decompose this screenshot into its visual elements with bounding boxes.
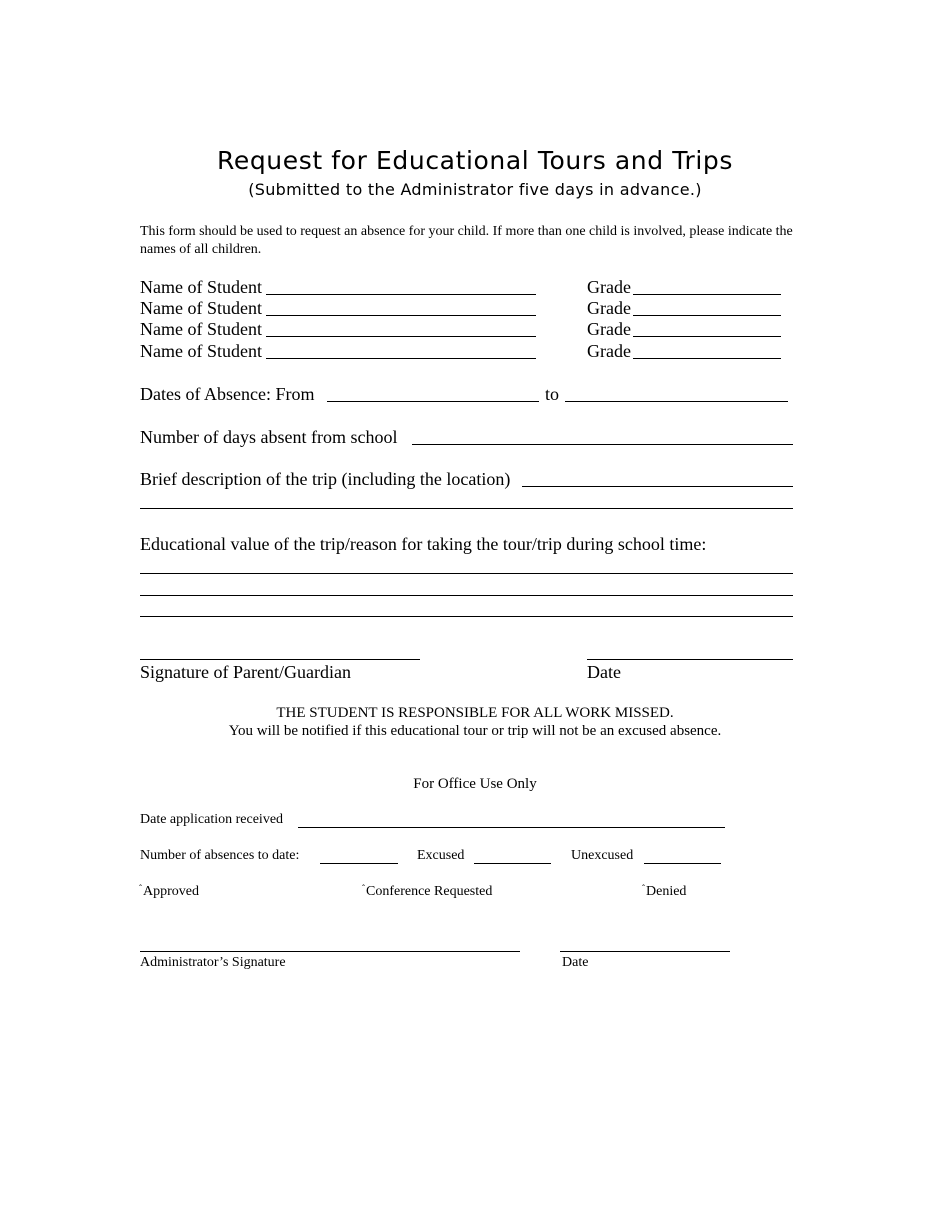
- grade-field[interactable]: [633, 294, 781, 295]
- days-absent-field[interactable]: [412, 444, 793, 445]
- student-name-label: Name of Student: [140, 319, 262, 339]
- work-missed-notice: THE STUDENT IS RESPONSIBLE FOR ALL WORK MISSED.: [276, 705, 674, 721]
- student-name-label: Name of Student: [140, 277, 262, 297]
- excused-field[interactable]: [474, 863, 551, 864]
- date-received-label: Date application received: [140, 812, 284, 827]
- educational-value-field-2[interactable]: [140, 595, 793, 596]
- conference-option[interactable]: [362, 884, 492, 900]
- grade-label: Grade: [587, 277, 631, 297]
- student-name-field[interactable]: [266, 315, 536, 316]
- trip-description-field-2[interactable]: [140, 508, 793, 509]
- form-title: Request for Educational Tours and Trips: [216, 146, 733, 175]
- admin-date-label: Date: [562, 955, 589, 970]
- parent-date-field[interactable]: [587, 659, 793, 660]
- denied-option[interactable]: [642, 884, 686, 900]
- denied-label: Denied: [646, 884, 687, 899]
- checkbox-icon[interactable]: ˆ: [139, 883, 142, 893]
- unexcused-field[interactable]: [644, 863, 721, 864]
- form-subtitle: (Submitted to the Administrator five days in advance.): [248, 180, 702, 199]
- student-name-label: Name of Student: [140, 341, 262, 361]
- grade-label: Grade: [587, 341, 631, 361]
- parent-signature-label: Signature of Parent/Guardian: [140, 662, 351, 682]
- excused-label: Excused: [417, 848, 465, 863]
- intro-text: This form should be used to request an absence for your child. If more than one child is involved, please indicate the names of all children.: [140, 224, 793, 257]
- parent-date-label: Date: [587, 662, 621, 682]
- parent-signature-field[interactable]: [140, 659, 420, 660]
- admin-signature-label: Administrator’s Signature: [140, 955, 286, 970]
- date-from-field[interactable]: [327, 401, 539, 402]
- approved-option[interactable]: [139, 884, 199, 900]
- date-received-field[interactable]: [298, 827, 725, 828]
- absences-to-date-field[interactable]: [320, 863, 398, 864]
- student-name-label: Name of Student: [140, 298, 262, 318]
- grade-field[interactable]: [633, 358, 781, 359]
- office-use-heading: For Office Use Only: [413, 776, 537, 792]
- approved-label: Approved: [143, 884, 199, 899]
- grade-label: Grade: [587, 319, 631, 339]
- educational-value-field-1[interactable]: [140, 573, 793, 574]
- student-name-field[interactable]: [266, 358, 536, 359]
- grade-field[interactable]: [633, 315, 781, 316]
- grade-label: Grade: [587, 298, 631, 318]
- conference-label: Conference Requested: [366, 884, 493, 899]
- student-name-field[interactable]: [266, 294, 536, 295]
- educational-value-field-3[interactable]: [140, 616, 793, 617]
- checkbox-icon[interactable]: ˆ: [642, 883, 645, 893]
- trip-description-label: Brief description of the trip (including the location): [140, 469, 511, 489]
- admin-date-field[interactable]: [560, 951, 730, 952]
- educational-value-label: Educational value of the trip/reason for taking the tour/trip during school time:: [140, 534, 707, 554]
- admin-signature-field[interactable]: [140, 951, 520, 952]
- checkbox-icon[interactable]: ˆ: [362, 883, 365, 893]
- dates-to-label: to: [545, 384, 560, 404]
- dates-from-label: Dates of Absence: From: [140, 384, 315, 404]
- days-absent-label: Number of days absent from school: [140, 427, 398, 447]
- unexcused-label: Unexcused: [571, 848, 634, 863]
- date-to-field[interactable]: [565, 401, 788, 402]
- absences-to-date-label: Number of absences to date:: [140, 848, 300, 863]
- student-name-field[interactable]: [266, 336, 536, 337]
- grade-field[interactable]: [633, 336, 781, 337]
- trip-description-field[interactable]: [522, 486, 793, 487]
- excused-notice: You will be notified if this educational tour or trip will not be an excused absence.: [228, 723, 722, 739]
